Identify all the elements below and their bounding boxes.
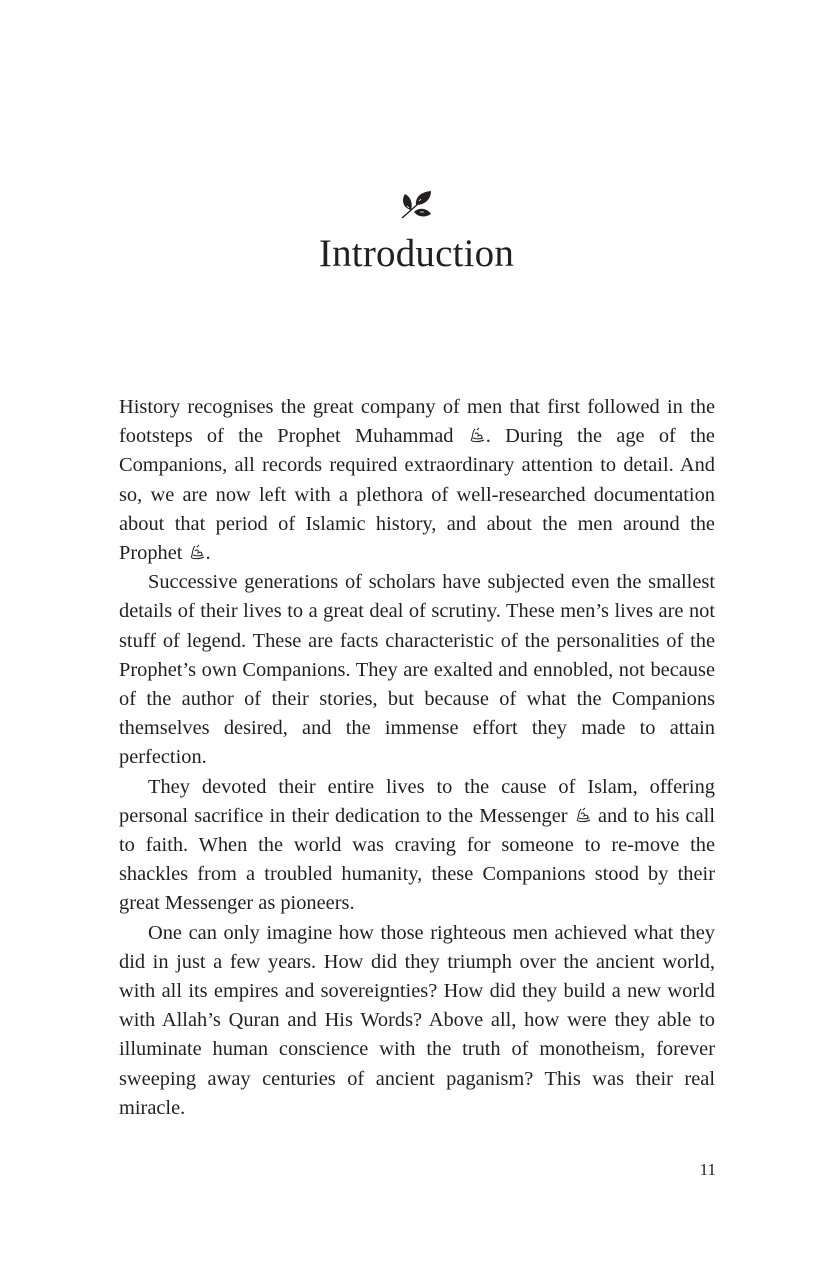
salutation-calligraphy-icon: [468, 426, 486, 444]
page-number: 11: [699, 1160, 716, 1179]
chapter-body: [119, 393, 715, 1123]
paragraph-text: and to his call to faith. When the world was craving for someone to re-move the shackles from a troubled humanity, these Companions stood by their great Messenger as pioneers.: [119, 804, 715, 915]
salutation-calligraphy-icon: [188, 543, 206, 561]
chapter-title: Introduction: [318, 232, 515, 275]
paragraph-text: Successive generations of scholars have subjected even the smallest details of their lives to a great deal of scrutiny. These men’s lives are not stuff of legend. These are facts characteristic of the personalities of the Prophet’s own Companions. They are exalted and ennobled, not because of the author of their stories, but because of what the Companions themselves desired, and the immense effort they made to attain perfection.: [119, 571, 715, 769]
leaf-sprig-icon: [399, 190, 433, 220]
paragraph-text: One can only imagine how those righteous men achieved what they did in just a few years. How did they triumph over the ancient world, with all its empires and sovereignties? How did they build a new world with Allah’s Quran and His Words? Above all, how were they able to illuminate human conscience with the truth of monotheism, forever sweeping away centuries of ancient paganism? This was their real miracle.: [119, 921, 715, 1119]
paragraph-1: [119, 393, 715, 568]
salutation-calligraphy-icon: [574, 806, 592, 824]
paragraph-4: [119, 919, 715, 1123]
paragraph-text: History recognises the great company of men that first followed in the footsteps of the Prophet Muhammad: [119, 396, 715, 448]
paragraph-2: [119, 568, 715, 772]
paragraph-text: They devoted their entire lives to the cause of Islam, offering personal sacrifice in their dedication to the Messenger: [119, 775, 715, 827]
paragraph-text: . During the age of the Companions, all records required extraordinary attention to detail. And so, we are now left with a plethora of well-researched documentation about that period of Islamic history, and about the men around the Prophet: [119, 425, 715, 565]
paragraph-text: .: [205, 542, 211, 565]
paragraph-3: [119, 773, 715, 919]
